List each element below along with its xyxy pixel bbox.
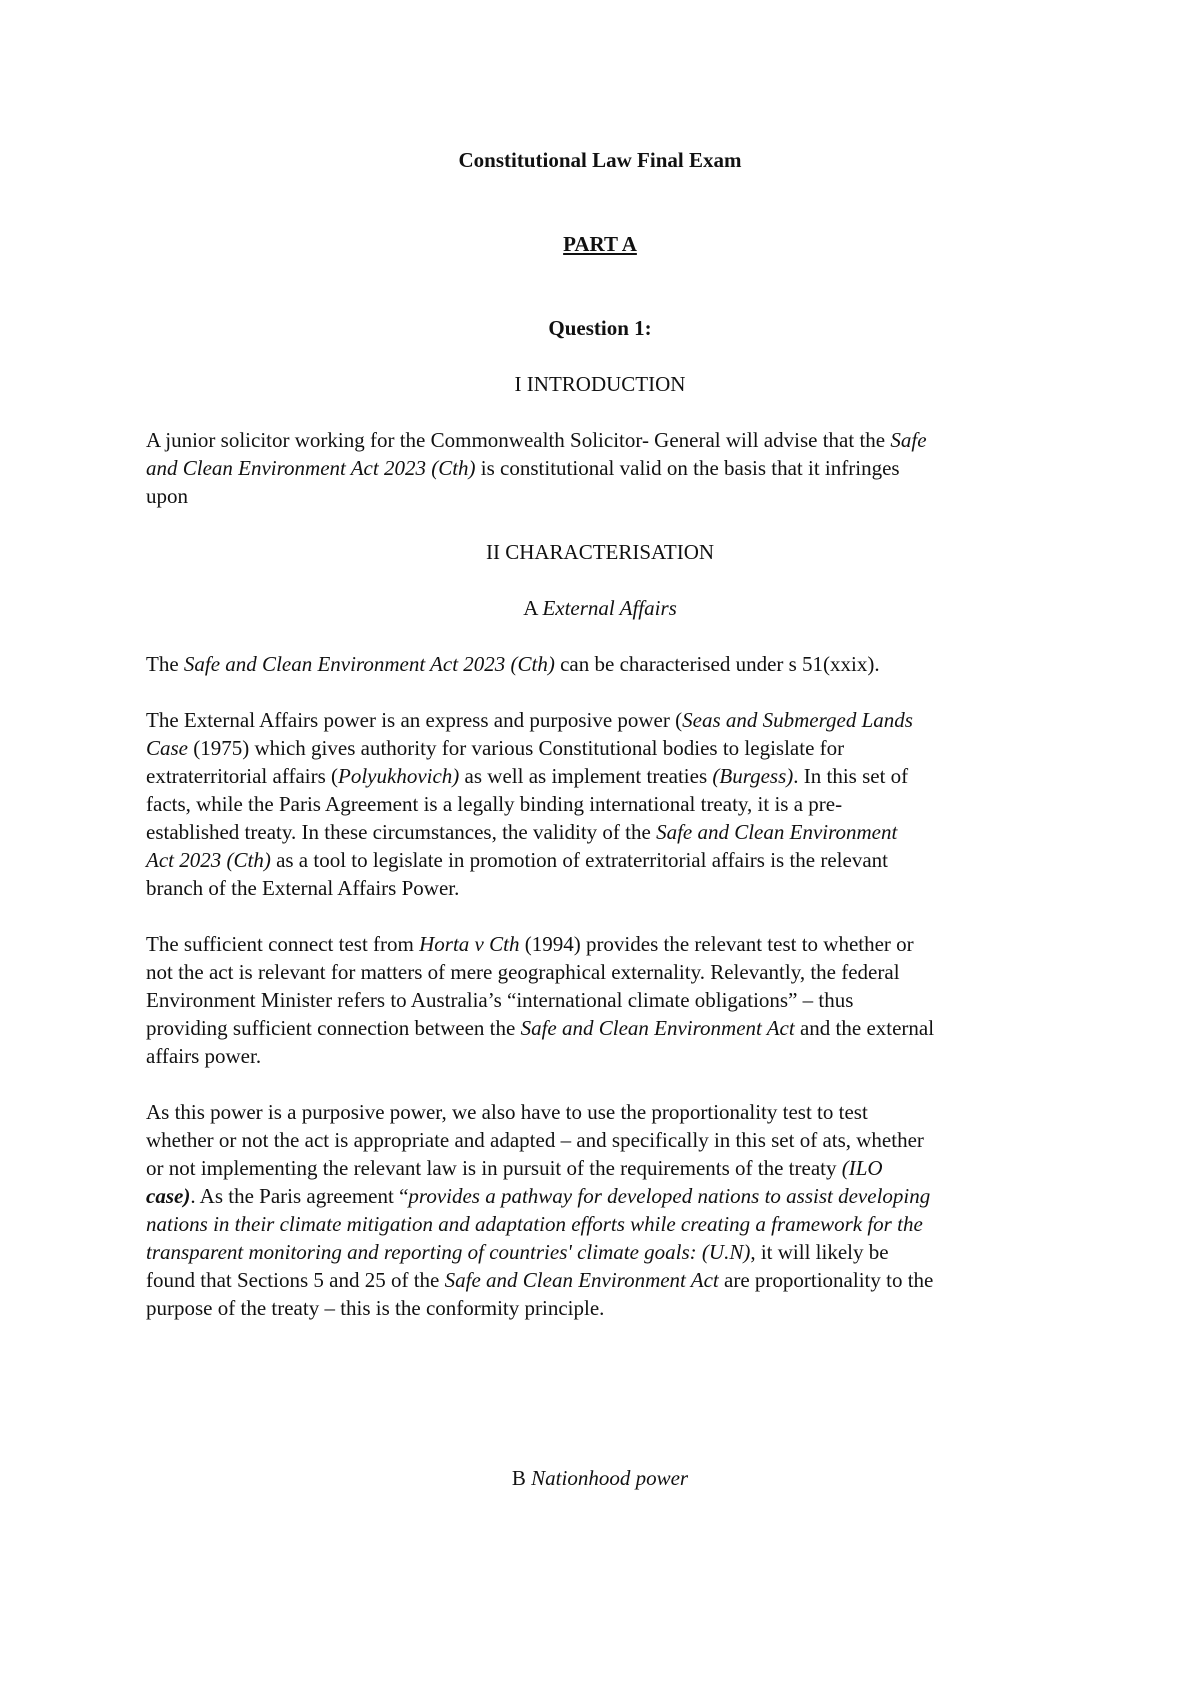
text-run: Safe and Clean Environment Act: [520, 1016, 795, 1040]
text-run: nations in their climate mitigation and adaptation efforts while creating a framework for the: [146, 1212, 923, 1236]
text-run: whether or not the act is appropriate and adapted – and specifically in this set of ats, whether: [146, 1128, 924, 1152]
text-line: [146, 986, 1086, 1014]
text-run: A junior solicitor working for the Commonwealth Solicitor- General will advise that the: [146, 428, 891, 452]
text-run: The External Affairs power is an express and purposive power (: [146, 708, 683, 732]
external-affairs-power-paragraph: [146, 706, 1086, 902]
document-title: Constitutional Law Final Exam: [458, 148, 742, 172]
text-run: , it will likely be: [750, 1240, 889, 1264]
subsection-heading-external-affairs: [0, 594, 1200, 622]
text-run: Safe: [890, 428, 927, 452]
text-run: established treaty. In these circumstances, the validity of the: [146, 820, 657, 844]
text-run: and the external: [794, 1016, 935, 1040]
text-line: [146, 1294, 1086, 1322]
text-run: . In this set of: [793, 764, 909, 788]
text-run: Safe and Clean Environment Act 2023 (Cth): [183, 652, 555, 676]
text-run: . As the Paris agreement “: [190, 1184, 409, 1208]
text-run: Horta v Cth: [419, 932, 520, 956]
text-run: The: [146, 652, 184, 676]
text-run: The sufficient connect test from: [146, 932, 420, 956]
text-run: or not implementing the relevant law is in pursuit of the requirements of the treaty: [146, 1156, 842, 1180]
sufficient-connection-paragraph: [146, 930, 1086, 1070]
text-line: [146, 1266, 1086, 1294]
text-run: (1975) which gives authority for various Constitutional bodies to legislate for: [188, 736, 845, 760]
subsection-prefix: B: [511, 1466, 526, 1490]
text-run: transparent monitoring and reporting of countries' climate goals: (U.N): [146, 1240, 751, 1264]
text-run: Safe and Clean Environment Act: [444, 1268, 719, 1292]
text-line: [146, 958, 1086, 986]
text-run: upon: [146, 484, 188, 508]
text-line: [146, 454, 1086, 482]
text-run: As this power is a purposive power, we also have to use the proportionality test to test: [146, 1100, 868, 1124]
text-run: (1994) provides the relevant test to whether or: [519, 932, 914, 956]
text-run: can be characterised under s 51(xxix).: [554, 652, 880, 676]
text-run: Environment Minister refers to Australia’s “international climate obligations” – thus: [146, 988, 854, 1012]
text-line: [146, 930, 1086, 958]
subsection-title: Nationhood power: [531, 1466, 689, 1490]
text-line: [146, 706, 1086, 734]
text-run: purpose of the treaty – this is the conformity principle.: [146, 1296, 605, 1320]
text-run: affairs power.: [146, 1044, 262, 1068]
text-line: [146, 1042, 1086, 1070]
text-line: [146, 1210, 1086, 1238]
text-run: (Burgess): [712, 764, 794, 788]
text-line: [146, 1098, 1086, 1126]
text-line: [146, 874, 1086, 902]
text-run: branch of the External Affairs Power.: [146, 876, 460, 900]
text-run: providing sufficient connection between the: [146, 1016, 521, 1040]
text-line: [146, 482, 1086, 510]
text-run: facts, while the Paris Agreement is a legally binding international treaty, it is a pre-: [146, 792, 843, 816]
part-heading: PART A: [563, 232, 637, 256]
subsection-heading-nationhood: [0, 1464, 1200, 1492]
text-run: is constitutional valid on the basis that it infringes: [475, 456, 900, 480]
proportionality-paragraph: [146, 1098, 1086, 1322]
text-run: Polyukhovich): [338, 764, 460, 788]
text-run: as well as implement treaties: [459, 764, 713, 788]
text-run: are proportionality to the: [718, 1268, 934, 1292]
text-line: [146, 790, 1086, 818]
text-line: [146, 734, 1086, 762]
text-line: [146, 426, 1086, 454]
text-run: Safe and Clean Environment: [656, 820, 898, 844]
text-run: not the act is relevant for matters of mere geographical externality. Relevantly, the federal: [146, 960, 900, 984]
text-run: extraterritorial affairs (: [146, 764, 339, 788]
text-line: [146, 650, 1086, 678]
intro-paragraph: [146, 426, 1086, 510]
section-heading-characterisation: II CHARACTERISATION: [485, 540, 715, 564]
text-line: [146, 1154, 1086, 1182]
text-line: [146, 1014, 1086, 1042]
text-run: and Clean Environment Act 2023 (Cth): [146, 456, 476, 480]
text-run: (ILO: [841, 1156, 883, 1180]
subsection-title: External Affairs: [542, 596, 677, 620]
text-line: [146, 1126, 1086, 1154]
text-line: [146, 818, 1086, 846]
text-run: case): [146, 1184, 191, 1208]
section-heading-introduction: I INTRODUCTION: [514, 372, 686, 396]
characterisation-paragraph: [146, 650, 1086, 678]
question-heading: Question 1:: [548, 316, 652, 340]
text-run: found that Sections 5 and 25 of the: [146, 1268, 445, 1292]
text-run: Case: [146, 736, 188, 760]
text-run: as a tool to legislate in promotion of extraterritorial affairs is the relevant: [270, 848, 888, 872]
text-line: [146, 762, 1086, 790]
subsection-prefix: A: [523, 596, 538, 620]
text-run: provides a pathway for developed nations to assist developing: [408, 1184, 931, 1208]
text-run: Act 2023 (Cth): [146, 848, 271, 872]
text-run: Seas and Submerged Lands: [682, 708, 913, 732]
text-line: [146, 1182, 1086, 1210]
text-line: [146, 846, 1086, 874]
text-line: [146, 1238, 1086, 1266]
